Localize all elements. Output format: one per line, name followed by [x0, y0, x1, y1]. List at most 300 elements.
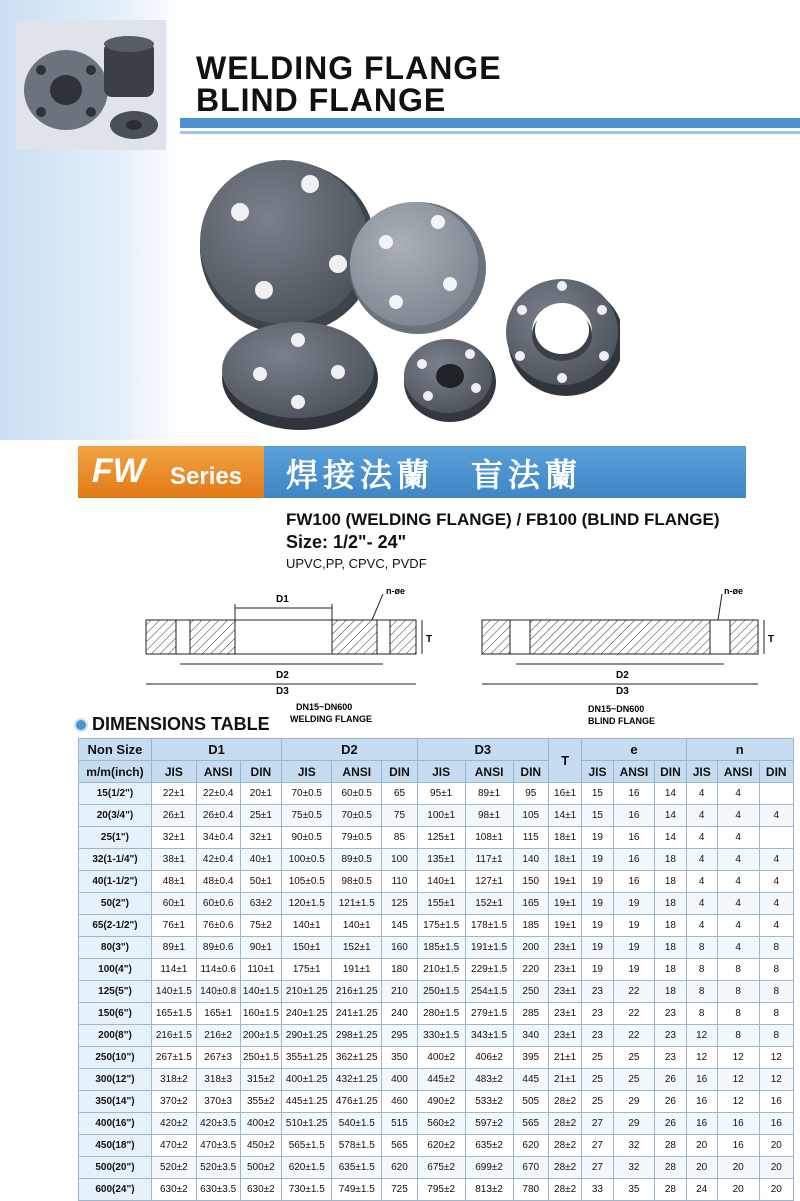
table-cell: 125±1 [417, 827, 465, 849]
table-cell: 4 [717, 893, 759, 915]
table-cell: 12 [759, 1069, 793, 1091]
table-cell: 16 [686, 1091, 717, 1113]
table-cell: 400±1.25 [282, 1069, 332, 1091]
table-cell: 4 [759, 893, 793, 915]
table-cell: 19 [613, 893, 655, 915]
header-ansi: ANSI [717, 761, 759, 783]
table-cell: 8 [759, 937, 793, 959]
table-cell: 229±1.5 [465, 959, 513, 981]
table-cell: 355±1.25 [282, 1047, 332, 1069]
table-cell: 355±2 [240, 1091, 282, 1113]
table-cell: 35 [613, 1179, 655, 1201]
table-cell: 34±0.4 [196, 827, 240, 849]
dimensions-table [78, 738, 794, 1201]
table-cell: 12 [686, 1025, 717, 1047]
table-cell: 22±1 [151, 783, 196, 805]
table-cell: 510±1.25 [282, 1113, 332, 1135]
table-cell: 48±0.4 [196, 871, 240, 893]
table-cell: 12 [686, 1047, 717, 1069]
table-cell: 145 [382, 915, 417, 937]
table-cell: 20 [686, 1157, 717, 1179]
table-cell: 140±0.8 [196, 981, 240, 1003]
header-nonsize: Non Size [79, 739, 152, 761]
table-cell: 4 [717, 871, 759, 893]
table-row [79, 1069, 794, 1091]
table-cell: 26±0.4 [196, 805, 240, 827]
table-row [79, 1047, 794, 1069]
table-cell: 400 [382, 1069, 417, 1091]
table-cell: 285 [513, 1003, 548, 1025]
nominal-size-cell: 20(3/4") [79, 805, 152, 827]
table-cell: 343±1.5 [465, 1025, 513, 1047]
series-word: Series [170, 463, 243, 490]
table-cell: 267±1.5 [151, 1047, 196, 1069]
table-cell: 140±1 [332, 915, 382, 937]
table-cell: 565 [513, 1113, 548, 1135]
table-cell: 105 [513, 805, 548, 827]
table-cell: 12 [717, 1047, 759, 1069]
table-cell: 21±1 [548, 1069, 581, 1091]
header-jis: JIS [282, 761, 332, 783]
table-cell: 32±1 [151, 827, 196, 849]
table-cell: 29 [613, 1091, 655, 1113]
table-cell: 22 [613, 1003, 655, 1025]
table-row [79, 805, 794, 827]
table-cell: 4 [717, 783, 759, 805]
table-cell: 450±2 [240, 1135, 282, 1157]
table-cell: 370±2 [151, 1091, 196, 1113]
table-cell: 42±0.4 [196, 849, 240, 871]
nominal-size-cell: 50(2") [79, 893, 152, 915]
blind-t-label: T [768, 634, 775, 645]
table-cell: 8 [759, 959, 793, 981]
table-cell: 200±1.5 [240, 1025, 282, 1047]
table-cell: 115 [513, 827, 548, 849]
table-cell: 140 [513, 849, 548, 871]
header-din: DIN [655, 761, 686, 783]
table-cell: 89±0.5 [332, 849, 382, 871]
table-cell: 89±1 [465, 783, 513, 805]
table-cell: 70±0.5 [332, 805, 382, 827]
table-cell: 40±1 [240, 849, 282, 871]
nominal-size-cell: 100(4") [79, 959, 152, 981]
table-cell: 175±1 [282, 959, 332, 981]
table-cell: 15 [582, 783, 613, 805]
table-cell: 500±2 [240, 1157, 282, 1179]
table-cell: 400±2 [240, 1113, 282, 1135]
table-cell: 241±1.25 [332, 1003, 382, 1025]
table-cell: 28±2 [548, 1091, 581, 1113]
table-cell: 515 [382, 1113, 417, 1135]
welding-d3-label: D3 [276, 686, 289, 697]
blind-d3-label: D3 [616, 686, 629, 697]
bullet-icon [76, 720, 86, 730]
table-cell: 15 [582, 805, 613, 827]
table-cell: 127±1 [465, 871, 513, 893]
table-cell: 89±0.6 [196, 937, 240, 959]
table-cell: 18 [655, 959, 686, 981]
table-cell: 32±1 [240, 827, 282, 849]
table-cell: 250 [513, 981, 548, 1003]
table-row [79, 827, 794, 849]
table-cell: 155±1 [417, 893, 465, 915]
nominal-size-cell: 400(16") [79, 1113, 152, 1135]
table-cell: 635±1.5 [332, 1157, 382, 1179]
table-cell: 565±1.5 [282, 1135, 332, 1157]
table-cell: 150±1 [282, 937, 332, 959]
table-cell: 4 [686, 805, 717, 827]
table-cell: 620 [382, 1157, 417, 1179]
blind-name: BLIND FLANGE [588, 716, 655, 726]
table-cell: 12 [717, 1091, 759, 1113]
header-din: DIN [513, 761, 548, 783]
table-cell: 135±1 [417, 849, 465, 871]
table-row [79, 1025, 794, 1047]
table-cell: 220 [513, 959, 548, 981]
table-cell: 28±2 [548, 1135, 581, 1157]
table-cell: 76±1 [151, 915, 196, 937]
table-cell: 76±0.6 [196, 915, 240, 937]
table-cell: 476±1.25 [332, 1091, 382, 1113]
table-cell: 19 [582, 827, 613, 849]
table-cell: 14 [655, 827, 686, 849]
table-cell: 730±1.5 [282, 1179, 332, 1201]
table-cell: 100 [382, 849, 417, 871]
table-cell: 520±2 [151, 1157, 196, 1179]
table-cell: 140±1.5 [240, 981, 282, 1003]
table-cell: 20 [686, 1135, 717, 1157]
table-cell: 298±1.25 [332, 1025, 382, 1047]
table-cell: 630±2 [151, 1179, 196, 1201]
table-cell: 28±2 [548, 1157, 581, 1179]
table-cell: 28 [655, 1135, 686, 1157]
table-cell: 19 [582, 937, 613, 959]
table-cell: 4 [686, 893, 717, 915]
table-cell: 25 [613, 1047, 655, 1069]
series-code: FW [92, 452, 145, 490]
table-row [79, 849, 794, 871]
table-cell: 19±1 [548, 893, 581, 915]
table-cell: 191±1 [332, 959, 382, 981]
table-row [79, 1113, 794, 1135]
table-cell: 14 [655, 805, 686, 827]
nominal-size-cell: 450(18") [79, 1135, 152, 1157]
table-cell: 19 [582, 915, 613, 937]
table-cell: 4 [759, 849, 793, 871]
table-cell: 200 [513, 937, 548, 959]
table-cell: 18±1 [548, 849, 581, 871]
table-cell: 140±1 [417, 871, 465, 893]
header-din: DIN [759, 761, 793, 783]
table-cell: 23±1 [548, 1003, 581, 1025]
table-cell: 318±2 [151, 1069, 196, 1091]
table-cell: 23 [582, 1025, 613, 1047]
table-cell: 483±2 [465, 1069, 513, 1091]
table-cell: 210 [382, 981, 417, 1003]
table-cell: 14 [655, 783, 686, 805]
table-cell: 4 [686, 849, 717, 871]
table-cell: 8 [686, 959, 717, 981]
table-cell: 23 [655, 1003, 686, 1025]
table-cell: 70±0.5 [282, 783, 332, 805]
table-cell: 38±1 [151, 849, 196, 871]
table-cell: 490±2 [417, 1091, 465, 1113]
table-cell: 23±1 [548, 937, 581, 959]
table-cell: 29 [613, 1113, 655, 1135]
welding-holes-label: n-øe [386, 586, 405, 596]
table-cell: 26 [655, 1069, 686, 1091]
table-cell: 16 [613, 827, 655, 849]
table-cell: 8 [759, 981, 793, 1003]
table-cell: 14±1 [548, 805, 581, 827]
table-cell: 432±1.25 [332, 1069, 382, 1091]
flanges-product-photo [200, 150, 620, 430]
table-cell: 780 [513, 1179, 548, 1201]
product-size: Size: 1/2"- 24" [286, 532, 407, 552]
table-cell: 175±1.5 [417, 915, 465, 937]
table-cell: 8 [759, 1025, 793, 1047]
welding-t-label: T [426, 634, 433, 645]
table-cell: 19 [582, 871, 613, 893]
table-cell: 50±1 [240, 871, 282, 893]
table-cell: 20±1 [240, 783, 282, 805]
table-cell: 565 [382, 1135, 417, 1157]
title-line-2: BLIND FLANGE [196, 82, 447, 118]
nominal-size-cell: 200(8") [79, 1025, 152, 1047]
table-cell: 315±2 [240, 1069, 282, 1091]
table-cell: 165±1.5 [151, 1003, 196, 1025]
table-cell: 4 [717, 827, 759, 849]
table-cell: 4 [686, 783, 717, 805]
table-cell: 16 [613, 871, 655, 893]
table-cell: 445±1.25 [282, 1091, 332, 1113]
table-cell: 28 [655, 1157, 686, 1179]
table-cell: 813±2 [465, 1179, 513, 1201]
table-cell: 165±1 [196, 1003, 240, 1025]
table-cell: 350 [382, 1047, 417, 1069]
table-cell: 140±1.5 [151, 981, 196, 1003]
table-cell: 20 [717, 1179, 759, 1201]
table-cell: 27 [582, 1157, 613, 1179]
table-cell: 24 [686, 1179, 717, 1201]
table-cell: 4 [759, 805, 793, 827]
table-cell: 250±1.5 [240, 1047, 282, 1069]
table-cell: 635±2 [465, 1135, 513, 1157]
table-cell: 95 [513, 783, 548, 805]
header-ansi: ANSI [465, 761, 513, 783]
table-cell: 79±0.5 [332, 827, 382, 849]
table-cell: 620 [513, 1135, 548, 1157]
table-cell: 23 [655, 1047, 686, 1069]
table-cell: 8 [686, 1003, 717, 1025]
table-cell: 420±2 [151, 1113, 196, 1135]
table-cell: 620±2 [417, 1135, 465, 1157]
table-cell: 60±0.5 [332, 783, 382, 805]
header-d1: D1 [151, 739, 281, 761]
table-cell: 22 [613, 1025, 655, 1047]
table-cell: 362±1.25 [332, 1047, 382, 1069]
table-cell: 89±1 [151, 937, 196, 959]
header-ansi: ANSI [613, 761, 655, 783]
table-cell: 19 [613, 937, 655, 959]
table-cell: 620±1.5 [282, 1157, 332, 1179]
header-n: n [686, 739, 793, 761]
header-d3: D3 [417, 739, 548, 761]
table-cell: 105±0.5 [282, 871, 332, 893]
table-cell: 28±2 [548, 1179, 581, 1201]
table-cell: 19±1 [548, 915, 581, 937]
table-cell: 95±1 [417, 783, 465, 805]
table-cell: 8 [759, 1003, 793, 1025]
table-cell: 85 [382, 827, 417, 849]
table-cell: 98±0.5 [332, 871, 382, 893]
product-thumbnail-image [16, 20, 166, 150]
blind-holes-label: n-øe [724, 586, 743, 596]
table-cell: 180 [382, 959, 417, 981]
table-cell: 597±2 [465, 1113, 513, 1135]
table-cell: 4 [717, 805, 759, 827]
table-cell: 460 [382, 1091, 417, 1113]
nominal-size-cell: 150(6") [79, 1003, 152, 1025]
table-cell [759, 827, 793, 849]
welding-flange-section [146, 586, 432, 724]
table-cell: 28±2 [548, 1113, 581, 1135]
table-cell: 4 [717, 937, 759, 959]
table-cell: 240±1.25 [282, 1003, 332, 1025]
table-cell: 4 [717, 849, 759, 871]
welding-name: WELDING FLANGE [290, 714, 372, 724]
table-cell: 295 [382, 1025, 417, 1047]
table-cell: 795±2 [417, 1179, 465, 1201]
nominal-size-cell: 350(14") [79, 1091, 152, 1113]
table-cell: 675±2 [417, 1157, 465, 1179]
table-cell: 185 [513, 915, 548, 937]
table-cell: 125 [382, 893, 417, 915]
table-cell: 32 [613, 1135, 655, 1157]
table-cell: 630±3.5 [196, 1179, 240, 1201]
product-models: FW100 (WELDING FLANGE) / FB100 (BLIND FLANGE) [286, 510, 720, 529]
table-cell: 20 [759, 1135, 793, 1157]
table-cell: 699±2 [465, 1157, 513, 1179]
table-cell: 26±1 [151, 805, 196, 827]
table-cell: 318±3 [196, 1069, 240, 1091]
table-cell: 23 [582, 981, 613, 1003]
title-underline-bar [180, 118, 800, 128]
table-cell: 470±3.5 [196, 1135, 240, 1157]
table-row [79, 1135, 794, 1157]
table-cell: 25 [582, 1047, 613, 1069]
blind-flange-section [482, 586, 774, 726]
table-cell: 110 [382, 871, 417, 893]
table-row [79, 893, 794, 915]
table-cell: 725 [382, 1179, 417, 1201]
table-cell: 25 [582, 1091, 613, 1113]
table-cell: 100±0.5 [282, 849, 332, 871]
table-cell: 26 [655, 1091, 686, 1113]
table-cell: 290±1.25 [282, 1025, 332, 1047]
table-cell: 90±1 [240, 937, 282, 959]
table-cell: 8 [686, 937, 717, 959]
table-cell: 279±1.5 [465, 1003, 513, 1025]
table-cell: 12 [717, 1069, 759, 1091]
table-cell: 4 [717, 915, 759, 937]
nominal-size-cell: 125(5") [79, 981, 152, 1003]
table-cell: 32 [613, 1157, 655, 1179]
product-materials: UPVC,PP, CPVC, PVDF [286, 556, 427, 571]
table-cell: 16 [717, 1135, 759, 1157]
table-cell: 16 [613, 849, 655, 871]
dimensions-table-heading [76, 714, 270, 735]
table-cell: 19 [582, 893, 613, 915]
table-cell: 152±1 [465, 893, 513, 915]
table-row [79, 1091, 794, 1113]
table-row [79, 959, 794, 981]
table-cell: 16 [686, 1113, 717, 1135]
nominal-size-cell: 25(1") [79, 827, 152, 849]
nominal-size-cell: 40(1-1/2") [79, 871, 152, 893]
table-cell: 23 [582, 1003, 613, 1025]
table-cell: 540±1.5 [332, 1113, 382, 1135]
table-cell: 28 [655, 1179, 686, 1201]
table-cell: 65 [382, 783, 417, 805]
table-cell: 445±2 [417, 1069, 465, 1091]
table-cell: 20 [759, 1179, 793, 1201]
table-cell: 216±2 [196, 1025, 240, 1047]
table-cell: 400±2 [417, 1047, 465, 1069]
table-cell: 23±1 [548, 1025, 581, 1047]
table-cell: 4 [686, 915, 717, 937]
table-cell: 23 [655, 1025, 686, 1047]
header-ansi: ANSI [332, 761, 382, 783]
header-jis: JIS [417, 761, 465, 783]
table-cell: 4 [759, 871, 793, 893]
table-cell: 18 [655, 893, 686, 915]
table-cell: 33 [582, 1179, 613, 1201]
table-cell: 630±2 [240, 1179, 282, 1201]
table-cell: 90±0.5 [282, 827, 332, 849]
table-cell: 267±3 [196, 1047, 240, 1069]
table-cell: 178±1.5 [465, 915, 513, 937]
table-row [79, 1157, 794, 1179]
table-cell: 8 [717, 1003, 759, 1025]
header-din: DIN [240, 761, 282, 783]
table-cell: 19 [613, 915, 655, 937]
table-cell: 8 [686, 981, 717, 1003]
table-cell: 19 [613, 959, 655, 981]
table-cell: 75±2 [240, 915, 282, 937]
header-jis: JIS [686, 761, 717, 783]
table-cell: 749±1.5 [332, 1179, 382, 1201]
table-cell: 20 [717, 1157, 759, 1179]
table-cell: 445 [513, 1069, 548, 1091]
table-cell: 98±1 [465, 805, 513, 827]
nominal-size-cell: 32(1-1/4") [79, 849, 152, 871]
table-cell: 240 [382, 1003, 417, 1025]
table-row [79, 871, 794, 893]
table-cell: 21±1 [548, 1047, 581, 1069]
header-din: DIN [382, 761, 417, 783]
table-cell: 26 [655, 1113, 686, 1135]
welding-range: DN15~DN600 [296, 702, 353, 712]
table-cell: 152±1 [332, 937, 382, 959]
table-cell: 114±1 [151, 959, 196, 981]
table-cell: 8 [717, 981, 759, 1003]
table-cell: 23±1 [548, 981, 581, 1003]
table-cell: 16 [613, 805, 655, 827]
table-cell: 22 [613, 981, 655, 1003]
table-cell: 216±1.5 [151, 1025, 196, 1047]
table-cell: 25 [582, 1069, 613, 1091]
